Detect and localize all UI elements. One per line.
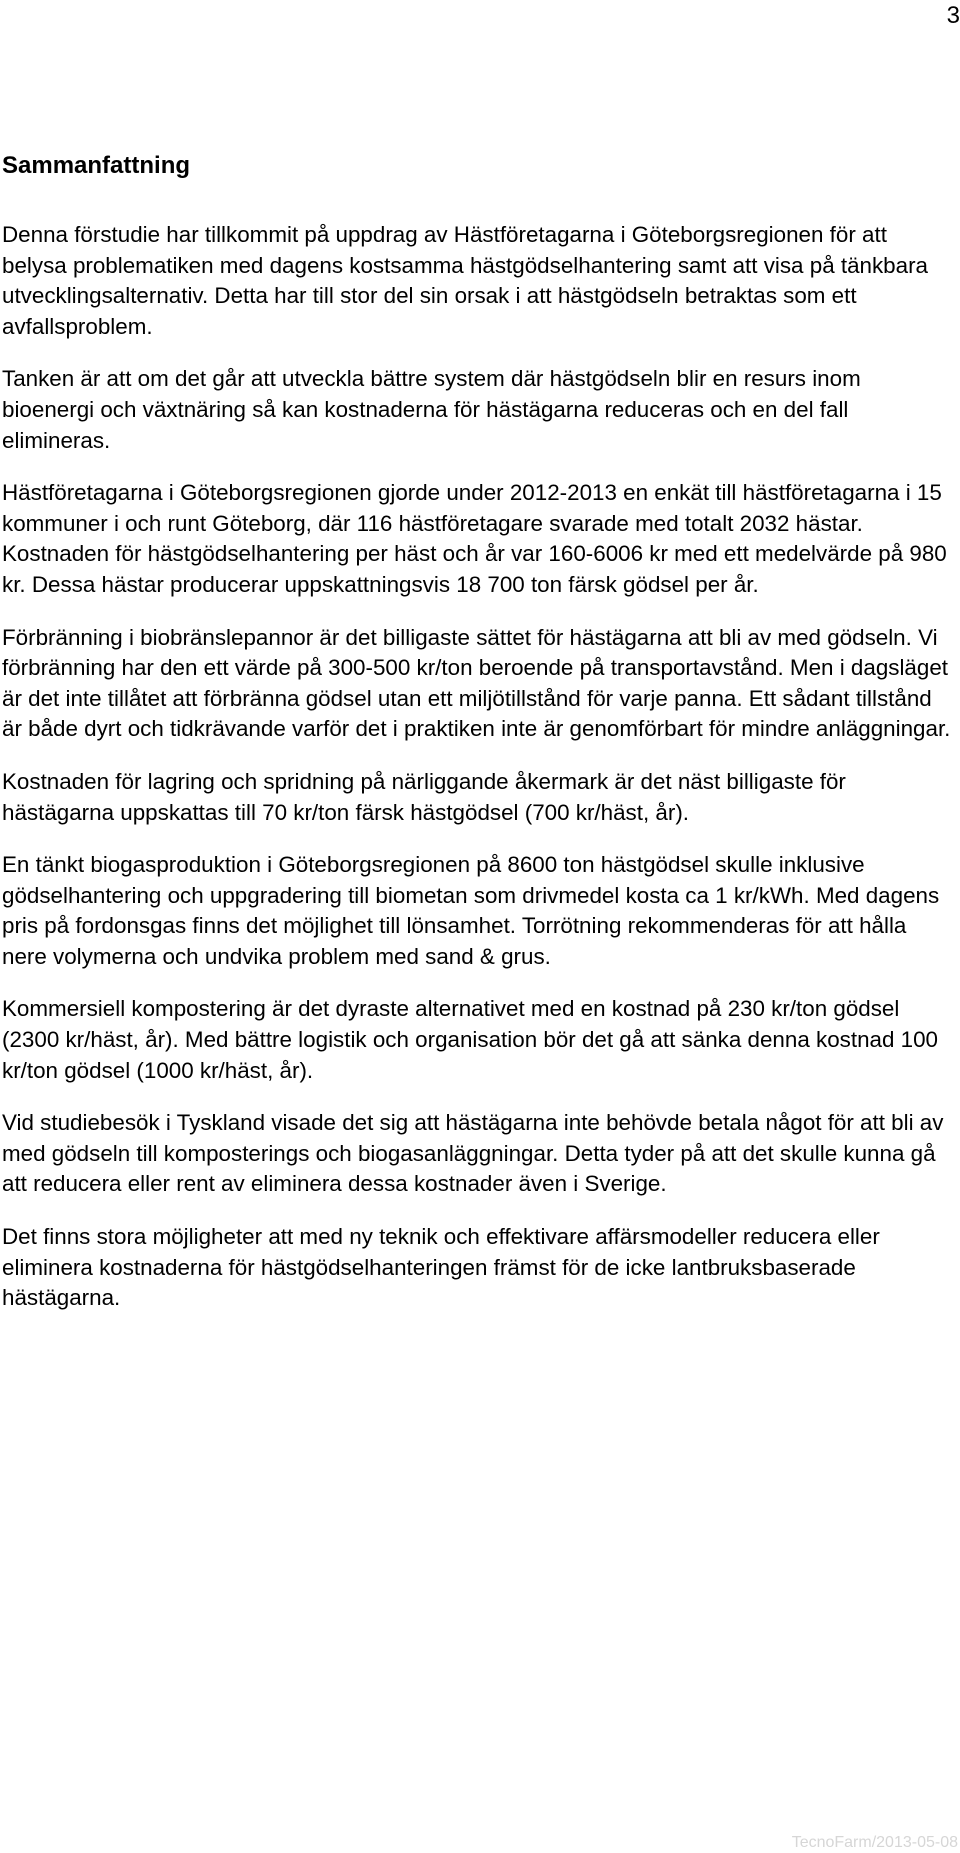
document-body (2, 152, 952, 1336)
page-number: 3 (946, 2, 960, 29)
paragraph-biogas: En tänkt biogasproduktion i Göteborgsregionen på 8600 ton hästgödsel skulle inklusive gödselhantering och uppgradering till biometan som drivmedel kosta ca 1 kr/kWh. Med dagens pris på fordonsgas finns det möjlighet till lönsamhet. Torrötning rekommenderas för att hålla nere volymerna och undvika problem med sand & grus. (2, 852, 940, 969)
paragraph-germany-visit: Vid studiebesök i Tyskland visade det sig att hästägarna inte behövde betala något för att bli av med gödseln till komposterings och biogasanläggningar. Detta tyder på att det skulle kunna gå att reducera eller rent av eliminera dessa kostnader även i Sverige. (2, 1110, 944, 1197)
paragraph-storage-spreading: Kostnaden för lagring och spridning på närliggande åkermark är det näst billigaste för hästägarna uppskattas till 70 kr/ton färsk hästgödsel (700 kr/häst, år). (2, 768, 846, 825)
paragraph-opportunities: Det finns stora möjligheter att med ny teknik och effektivare affärsmodeller reducera eller eliminera kostnaderna för hästgödselhanteringen främst för de icke lantbruksbaserade hästägarna. (2, 1224, 880, 1311)
paragraph-composting: Kommersiell kompostering är det dyraste alternativet med en kostnad på 230 kr/ton gödsel (2300 kr/häst, år). Med bättre logistik och organisation bör det gå att sänka denna kostnad 100 kr/ton gödsel (1000 kr/häst, år). (2, 996, 939, 1083)
paragraph-survey: Hästföretagarna i Göteborgsregionen gjorde under 2012-2013 en enkät till hästföretagarna i 15 kommuner i och runt Göteborg, där 116 hästföretagare svarade med totalt 2032 hästar. Kostnaden för hästgödselhantering per häst och år var 160-6006 kr med ett medelvärde på 980 kr. Dessa hästar producerar uppskattningsvis 18 700 ton färsk gödsel per år. (2, 480, 947, 597)
section-heading: Sammanfattning (2, 152, 191, 179)
paragraph-idea: Tanken är att om det går att utveckla bättre system där hästgödseln blir en resurs inom bioenergi och växtnäring så kan kostnaderna för hästägarna reduceras och en del fall elimineras. (2, 366, 861, 453)
paragraph-combustion: Förbränning i biobränslepannor är det billigaste sättet för hästägarna att bli av med gödseln. Vi förbränning har den ett värde på 300-500 kr/ton beroende på transportavstånd. Men i dagsläget är det inte tillåtet att förbränna gödsel utan ett miljötillstånd för varje panna. Ett sådant tillstånd är både dyrt och tidkrävande varför det i praktiken inte är genomförbart för mindre anläggningar. (2, 624, 951, 742)
paragraph-intro: Denna förstudie har tillkommit på uppdrag av Hästföretagarna i Göteborgsregionen för att belysa problematiken med dagens kostsamma hästgödselhantering samt att visa på tänkbara utvecklingsalternativ. Detta har till stor del sin orsak i att hästgödseln betraktas som ett avfallsproblem. (2, 222, 928, 339)
footer-watermark: TecnoFarm/2013-05-08 (791, 1834, 958, 1851)
